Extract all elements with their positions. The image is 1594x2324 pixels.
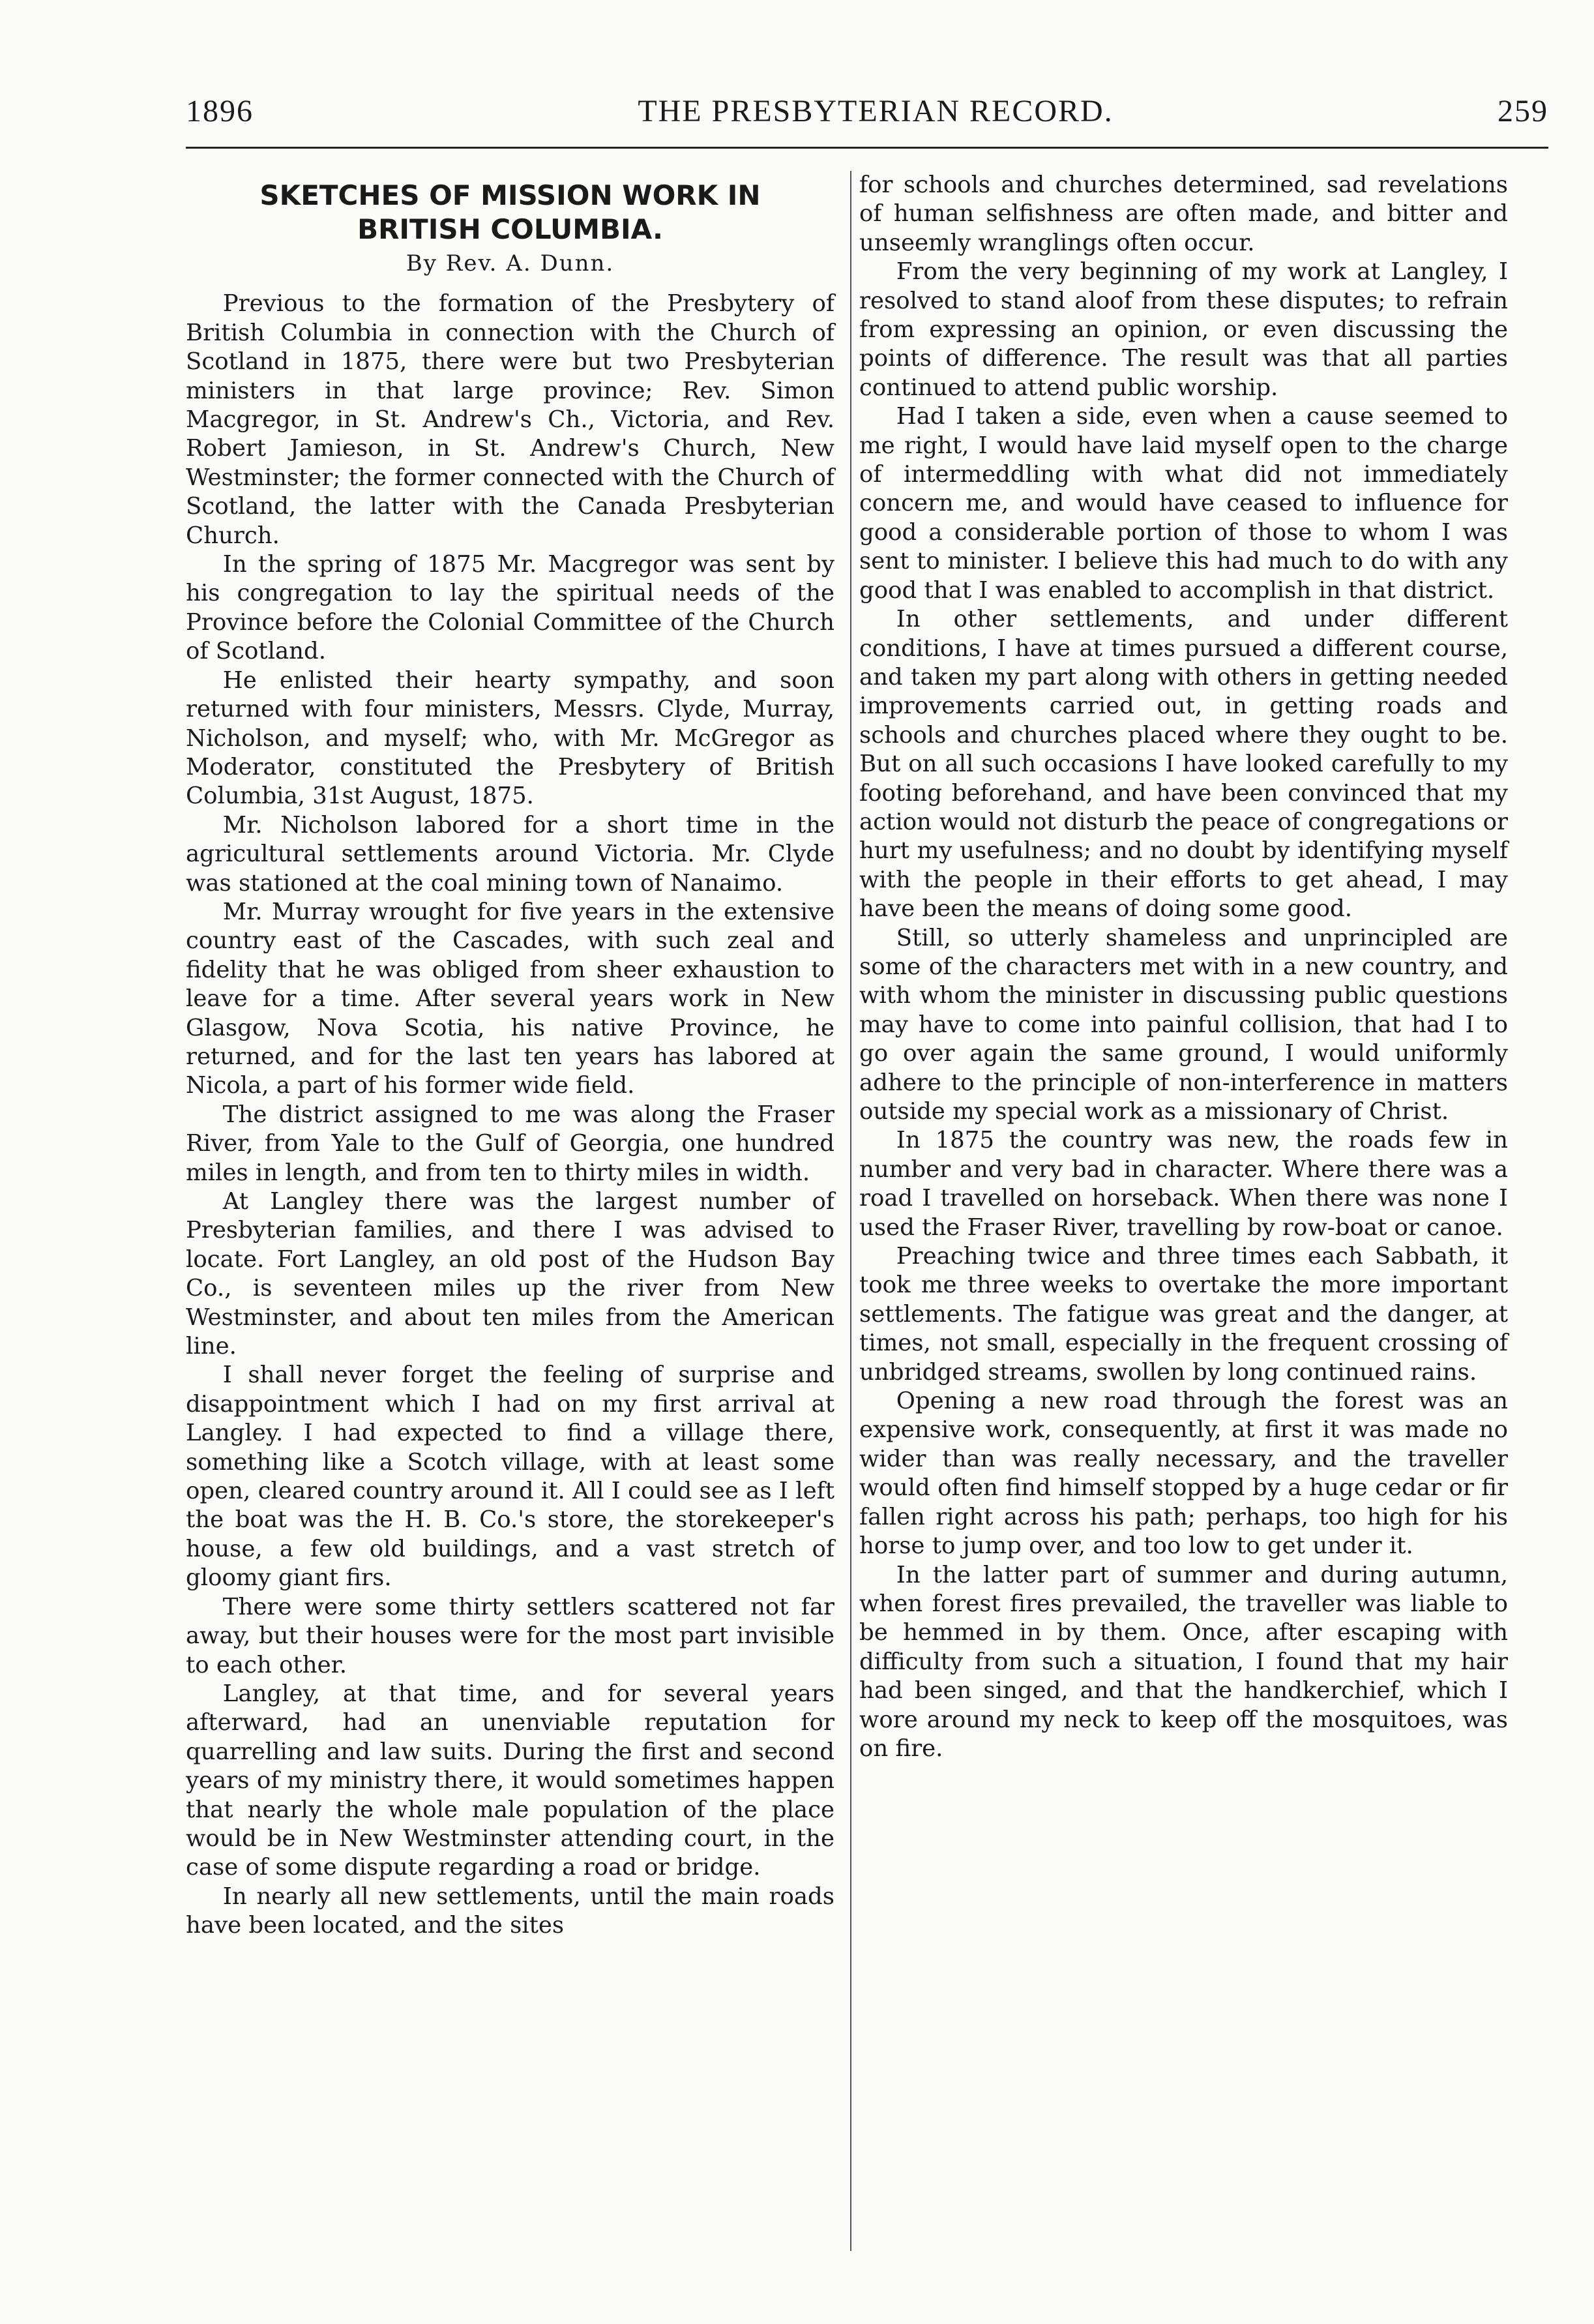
paragraph: In the latter part of summer and during autumn, when forest fires prevailed, the traveller was liable to be hemmed in by them. Once, after escaping with difficulty from such a situation, I found that my hair had been singed, and that the handkerchief, which I wore around my neck to keep off the mosquitoes, was on fire. [859,1561,1508,1762]
paragraph: In other settlements, and under different conditions, I have at times pursued a different course, and taken my part along with others in getting needed improvements carried out, in getting roads and schools and churches placed where they ought to be. But on all such occasions I have looked carefully to my footing beforehand, and have been convinced that my action would not disturb the peace of congregations or hurt my usefulness; and no doubt by identifying myself with the people in their efforts to get ahead, I may have been the means of doing some good. [859,606,1508,923]
paragraph: The district assigned to me was along the Fraser River, from Yale to the Gulf of Georgia, one hundred miles in length, and from ten to thirty miles in width. [186,1101,834,1186]
paragraph: Still, so utterly shameless and unprincipled are some of the characters met with in a new country, and with whom the minister in discussing public questions may have to come into painful collision, that had I to go over again the same ground, I would uniformly adhere to the principle of non-interference in matters outside my special work as a missionary of Christ. [859,924,1508,1125]
paragraph: I shall never forget the feeling of surprise and disappointment which I had on my first arrival at Langley. I had expected to find a village there, something like a Scotch village, with at least some open, cleared country around it. All I could see as I left the boat was the H. B. Co.'s store, the storekeeper's house, a few old buildings, and a vast stretch of gloomy giant firs. [186,1362,834,1592]
right-column [859,171,1508,1763]
header-rule [186,147,1548,149]
paragraph: In 1875 the country was new, the roads few in number and very bad in character. Where there was a road I travelled on horseback. When there was none I used the Fraser River, travelling by row-boat or canoe. [859,1127,1508,1241]
paragraph: Mr. Nicholson labored for a short time in the agricultural settlements around Victoria. Mr. Clyde was stationed at the coal mining town of Nanaimo. [186,811,834,897]
paragraph: There were some thirty settlers scattered not far away, but their houses were for the most part invisible to each other. [186,1593,834,1678]
paragraph: Previous to the formation of the Presbytery of British Columbia in connection with the Church of Scotland in 1875, there were but two Presbyterian ministers in that large province; Rev. Simon Macgregor, in St. Andrew's Ch., Victoria, and Rev. Robert Jamieson, in St. Andrew's Church, New Westminster; the former connected with the Church of Scotland, the latter with the Canada Presbyterian Church. [186,290,834,549]
paragraph: At Langley there was the largest number of Presbyterian families, and there I was advised to locate. Fort Langley, an old post of the Hudson Bay Co., is seventeen miles up the river from New Westminster, and about ten miles from the American line. [186,1188,834,1360]
column-divider [850,171,851,2251]
journal-title: THE PRESBYTERIAN RECORD. [638,93,1114,128]
paragraph: Had I taken a side, even when a cause seemed to me right, I would have laid myself open to the charge of intermeddling with what did not immediately concern me, and would have ceased to influence for good a considerable portion of those to whom I was sent to minister. I believe this had much to do with any good that I was enabled to accomplish in that district. [859,403,1508,604]
paragraph: Opening a new road through the forest was an expensive work, consequently, at first it was made no wider than was really necessary, and the traveller would often find himself stopped by a huge cedar or fir fallen right across his path; perhaps, too high for his horse to jump over, and too low to get under it. [859,1388,1508,1560]
page-number: 259 [1498,93,1548,128]
left-column [186,171,834,1941]
paragraph: Langley, at that time, and for several years afterward, had an unenviable reputation for quarrelling and law suits. During the first and second years of my ministry there, it would sometimes happen that nearly the whole male population of the place would be in New Westminster attending court, in the case of some dispute regarding a road or bridge. [186,1680,834,1881]
running-head [186,82,1548,140]
paragraph: In the spring of 1875 Mr. Macgregor was sent by his congregation to lay the spiritual needs of the Province before the Colonial Committee of the Church of Scotland. [186,551,834,665]
paragraph: From the very beginning of my work at Langley, I resolved to stand aloof from these disputes; to refrain from expressing an opinion, or even discussing the points of difference. The result was that all parties continued to attend public worship. [859,258,1508,401]
paragraph-continued: for schools and churches determined, sad revelations of human selfishness are often made, and bitter and unseemly wranglings often occur. [859,171,1508,256]
paragraph: He enlisted their hearty sympathy, and soon returned with four ministers, Messrs. Clyde, Murray, Nicholson, and myself; who, with Mr. McGregor as Moderator, constituted the Presbytery of British Columbia, 31st August, 1875. [186,666,834,810]
paragraph: Mr. Murray wrought for five years in the extensive country east of the Cascades, with such zeal and fidelity that he was obliged from sheer exhaustion to leave for a time. After several years work in New Glasgow, Nova Scotia, his native Province, he returned, and for the last ten years has labored at Nicola, a part of his former wide field. [186,898,834,1099]
paragraph: Preaching twice and three times each Sabbath, it took me three weeks to overtake the more important settlements. The fatigue was great and the danger, at times, not small, especially in the frequent crossing of unbridged streams, swollen by long continued rains. [859,1243,1508,1386]
article-title: SKETCHES OF MISSION WORK IN BRITISH COLUMBIA. [259,179,761,245]
article-byline: By Rev. A. Dunn. [406,250,615,276]
header-year: 1896 [186,93,254,128]
paragraph: In nearly all new settlements, until the main roads have been located, and the sites [186,1883,834,1939]
